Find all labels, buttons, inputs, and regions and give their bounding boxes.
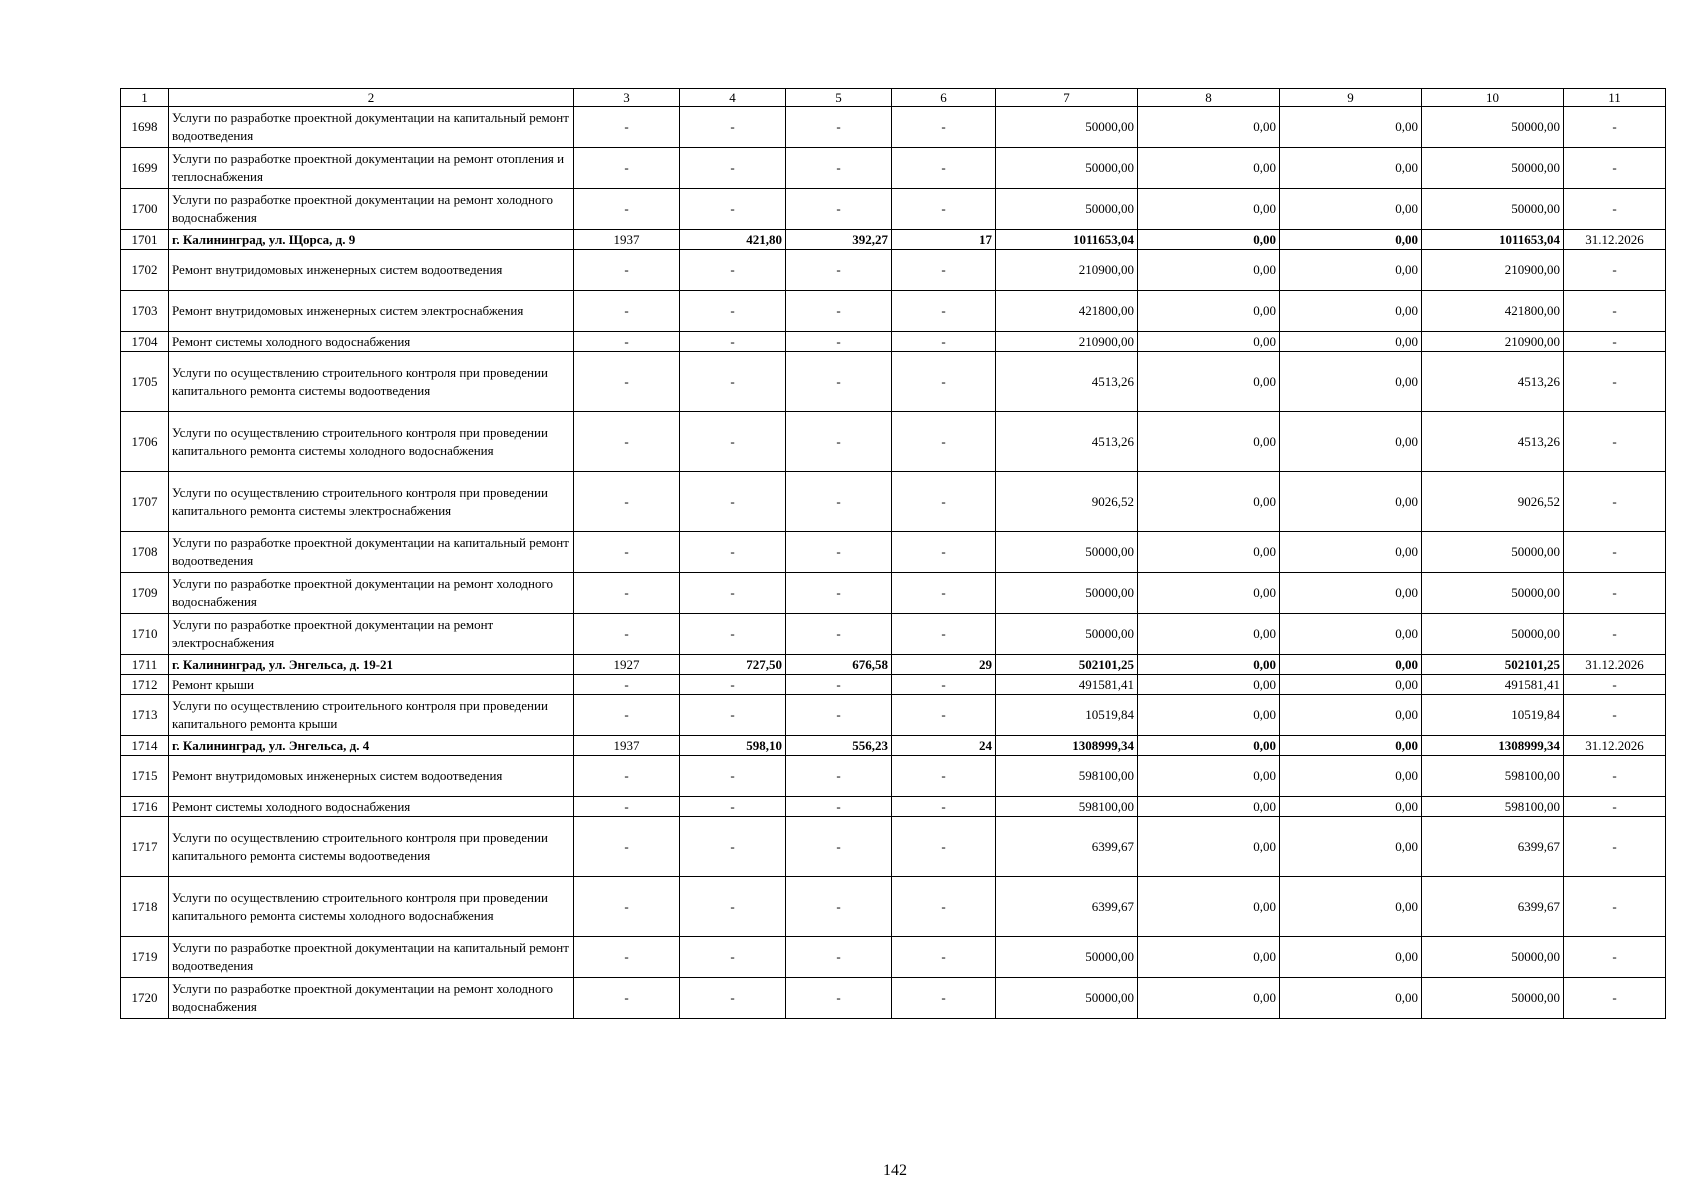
column-number-7: 7 [996, 89, 1138, 107]
completion-date-cell: - [1564, 189, 1666, 230]
work-name-cell: Ремонт системы холодного водоснабжения [169, 332, 574, 352]
total-cost-cell: 598100,00 [996, 756, 1138, 797]
total-area-cell: - [680, 189, 786, 230]
work-row [121, 352, 1666, 412]
row-number-cell: 1705 [121, 352, 169, 412]
year-built-cell: - [574, 877, 680, 937]
year-built-cell: - [574, 937, 680, 978]
total-cost-cell: 50000,00 [996, 532, 1138, 573]
total-cost-cell: 9026,52 [996, 472, 1138, 532]
column-number-6: 6 [892, 89, 996, 107]
local-funds-cell: 491581,41 [1422, 675, 1564, 695]
work-name-cell: Ремонт крыши [169, 675, 574, 695]
local-funds-cell: 50000,00 [1422, 189, 1564, 230]
completion-date-cell: - [1564, 291, 1666, 332]
living-area-cell: 392,27 [786, 230, 892, 250]
row-number-cell: 1718 [121, 877, 169, 937]
work-row [121, 675, 1666, 695]
regional-funds-cell: 0,00 [1280, 189, 1422, 230]
year-built-cell: - [574, 352, 680, 412]
year-built-cell: - [574, 817, 680, 877]
federal-funds-cell: 0,00 [1138, 877, 1280, 937]
column-number-8: 8 [1138, 89, 1280, 107]
living-area-cell: - [786, 472, 892, 532]
regional-funds-cell: 0,00 [1280, 352, 1422, 412]
total-area-cell: - [680, 412, 786, 472]
regional-funds-cell: 0,00 [1280, 797, 1422, 817]
total-cost-cell: 6399,67 [996, 877, 1138, 937]
year-built-cell: - [574, 148, 680, 189]
regional-funds-cell: 0,00 [1280, 877, 1422, 937]
living-area-cell: - [786, 291, 892, 332]
work-row [121, 250, 1666, 291]
total-cost-cell: 421800,00 [996, 291, 1138, 332]
completion-date-cell: - [1564, 797, 1666, 817]
federal-funds-cell: 0,00 [1138, 332, 1280, 352]
local-funds-cell: 210900,00 [1422, 250, 1564, 291]
federal-funds-cell: 0,00 [1138, 655, 1280, 675]
year-built-cell: - [574, 412, 680, 472]
regional-funds-cell: 0,00 [1280, 614, 1422, 655]
total-cost-cell: 50000,00 [996, 978, 1138, 1019]
federal-funds-cell: 0,00 [1138, 756, 1280, 797]
federal-funds-cell: 0,00 [1138, 230, 1280, 250]
year-built-cell: 1937 [574, 736, 680, 756]
row-number-cell: 1698 [121, 107, 169, 148]
federal-funds-cell: 0,00 [1138, 736, 1280, 756]
local-funds-cell: 50000,00 [1422, 532, 1564, 573]
local-funds-cell: 598100,00 [1422, 797, 1564, 817]
work-row [121, 291, 1666, 332]
completion-date-cell: - [1564, 695, 1666, 736]
column-number-9: 9 [1280, 89, 1422, 107]
completion-date-cell: - [1564, 573, 1666, 614]
row-number-cell: 1700 [121, 189, 169, 230]
work-name-cell: г. Калининград, ул. Энгельса, д. 4 [169, 736, 574, 756]
work-name-cell: Услуги по разработке проектной документации на ремонт электроснабжения [169, 614, 574, 655]
work-name-cell: Услуги по осуществлению строительного контроля при проведении капитального ремонта системы водоотведения [169, 352, 574, 412]
completion-date-cell: - [1564, 412, 1666, 472]
total-cost-cell: 10519,84 [996, 695, 1138, 736]
total-area-cell: 598,10 [680, 736, 786, 756]
local-funds-cell: 50000,00 [1422, 937, 1564, 978]
residents-cell: - [892, 332, 996, 352]
year-built-cell: - [574, 532, 680, 573]
work-name-cell: Ремонт внутридомовых инженерных систем электроснабжения [169, 291, 574, 332]
local-funds-cell: 598100,00 [1422, 756, 1564, 797]
regional-funds-cell: 0,00 [1280, 412, 1422, 472]
residents-cell: - [892, 352, 996, 412]
local-funds-cell: 502101,25 [1422, 655, 1564, 675]
residents-cell: - [892, 695, 996, 736]
completion-date-cell: - [1564, 756, 1666, 797]
work-row [121, 756, 1666, 797]
regional-funds-cell: 0,00 [1280, 291, 1422, 332]
residents-cell: - [892, 614, 996, 655]
year-built-cell: 1937 [574, 230, 680, 250]
residents-cell: - [892, 189, 996, 230]
total-area-cell: - [680, 573, 786, 614]
total-area-cell: - [680, 352, 786, 412]
local-funds-cell: 4513,26 [1422, 352, 1564, 412]
row-number-cell: 1714 [121, 736, 169, 756]
work-name-cell: Услуги по разработке проектной документации на капитальный ремонт водоотведения [169, 532, 574, 573]
total-cost-cell: 50000,00 [996, 937, 1138, 978]
regional-funds-cell: 0,00 [1280, 756, 1422, 797]
federal-funds-cell: 0,00 [1138, 695, 1280, 736]
work-row [121, 817, 1666, 877]
row-number-cell: 1715 [121, 756, 169, 797]
residents-cell: - [892, 291, 996, 332]
regional-funds-cell: 0,00 [1280, 472, 1422, 532]
residents-cell: - [892, 978, 996, 1019]
work-name-cell: Услуги по осуществлению строительного контроля при проведении капитального ремонта системы холодного водоснабжения [169, 877, 574, 937]
year-built-cell: - [574, 756, 680, 797]
work-row [121, 978, 1666, 1019]
row-number-cell: 1699 [121, 148, 169, 189]
residents-cell: - [892, 472, 996, 532]
federal-funds-cell: 0,00 [1138, 573, 1280, 614]
column-number-2: 2 [169, 89, 574, 107]
work-name-cell: Услуги по разработке проектной документации на ремонт холодного водоснабжения [169, 189, 574, 230]
address-row [121, 655, 1666, 675]
total-cost-cell: 6399,67 [996, 817, 1138, 877]
living-area-cell: - [786, 937, 892, 978]
living-area-cell: - [786, 107, 892, 148]
work-row [121, 695, 1666, 736]
regional-funds-cell: 0,00 [1280, 532, 1422, 573]
work-row [121, 797, 1666, 817]
row-number-cell: 1711 [121, 655, 169, 675]
completion-date-cell: - [1564, 352, 1666, 412]
completion-date-cell: 31.12.2026 [1564, 736, 1666, 756]
total-area-cell: 727,50 [680, 655, 786, 675]
total-area-cell: - [680, 978, 786, 1019]
row-number-cell: 1712 [121, 675, 169, 695]
total-cost-cell: 50000,00 [996, 189, 1138, 230]
row-number-cell: 1710 [121, 614, 169, 655]
federal-funds-cell: 0,00 [1138, 532, 1280, 573]
completion-date-cell: - [1564, 148, 1666, 189]
living-area-cell: - [786, 877, 892, 937]
year-built-cell: - [574, 107, 680, 148]
regional-funds-cell: 0,00 [1280, 230, 1422, 250]
completion-date-cell: 31.12.2026 [1564, 230, 1666, 250]
year-built-cell: - [574, 573, 680, 614]
column-number-3: 3 [574, 89, 680, 107]
federal-funds-cell: 0,00 [1138, 614, 1280, 655]
local-funds-cell: 10519,84 [1422, 695, 1564, 736]
federal-funds-cell: 0,00 [1138, 675, 1280, 695]
year-built-cell: - [574, 978, 680, 1019]
residents-cell: 24 [892, 736, 996, 756]
living-area-cell: 676,58 [786, 655, 892, 675]
living-area-cell: - [786, 797, 892, 817]
work-row [121, 412, 1666, 472]
completion-date-cell: - [1564, 250, 1666, 291]
completion-date-cell: - [1564, 107, 1666, 148]
residents-cell: - [892, 148, 996, 189]
total-cost-cell: 50000,00 [996, 148, 1138, 189]
living-area-cell: - [786, 250, 892, 291]
total-cost-cell: 598100,00 [996, 797, 1138, 817]
living-area-cell: - [786, 532, 892, 573]
living-area-cell: - [786, 695, 892, 736]
work-name-cell: Услуги по осуществлению строительного контроля при проведении капитального ремонта крыши [169, 695, 574, 736]
year-built-cell: - [574, 332, 680, 352]
living-area-cell: - [786, 817, 892, 877]
local-funds-cell: 6399,67 [1422, 877, 1564, 937]
total-area-cell: - [680, 148, 786, 189]
total-area-cell: - [680, 695, 786, 736]
row-number-cell: 1706 [121, 412, 169, 472]
regional-funds-cell: 0,00 [1280, 736, 1422, 756]
regional-funds-cell: 0,00 [1280, 655, 1422, 675]
regional-funds-cell: 0,00 [1280, 332, 1422, 352]
residents-cell: 17 [892, 230, 996, 250]
total-cost-cell: 50000,00 [996, 107, 1138, 148]
year-built-cell: - [574, 797, 680, 817]
table-body [121, 107, 1666, 1019]
work-name-cell: Услуги по осуществлению строительного контроля при проведении капитального ремонта системы водоотведения [169, 817, 574, 877]
completion-date-cell: - [1564, 877, 1666, 937]
regional-funds-cell: 0,00 [1280, 148, 1422, 189]
row-number-cell: 1709 [121, 573, 169, 614]
row-number-cell: 1702 [121, 250, 169, 291]
row-number-cell: 1708 [121, 532, 169, 573]
residents-cell: - [892, 250, 996, 291]
row-number-cell: 1707 [121, 472, 169, 532]
federal-funds-cell: 0,00 [1138, 978, 1280, 1019]
works-table [120, 88, 1666, 1019]
residents-cell: - [892, 877, 996, 937]
column-number-4: 4 [680, 89, 786, 107]
row-number-cell: 1716 [121, 797, 169, 817]
total-cost-cell: 50000,00 [996, 614, 1138, 655]
completion-date-cell: - [1564, 614, 1666, 655]
work-name-cell: Услуги по разработке проектной документации на капитальный ремонт водоотведения [169, 107, 574, 148]
total-cost-cell: 1308999,34 [996, 736, 1138, 756]
total-cost-cell: 491581,41 [996, 675, 1138, 695]
local-funds-cell: 50000,00 [1422, 978, 1564, 1019]
work-name-cell: Ремонт системы холодного водоснабжения [169, 797, 574, 817]
residents-cell: - [892, 817, 996, 877]
total-area-cell: 421,80 [680, 230, 786, 250]
residents-cell: - [892, 756, 996, 797]
local-funds-cell: 50000,00 [1422, 573, 1564, 614]
work-name-cell: Ремонт внутридомовых инженерных систем водоотведения [169, 756, 574, 797]
living-area-cell: - [786, 614, 892, 655]
total-area-cell: - [680, 675, 786, 695]
residents-cell: - [892, 937, 996, 978]
federal-funds-cell: 0,00 [1138, 412, 1280, 472]
year-built-cell: - [574, 472, 680, 532]
regional-funds-cell: 0,00 [1280, 695, 1422, 736]
local-funds-cell: 50000,00 [1422, 614, 1564, 655]
work-name-cell: Услуги по осуществлению строительного контроля при проведении капитального ремонта системы электроснабжения [169, 472, 574, 532]
work-name-cell: Услуги по разработке проектной документации на ремонт холодного водоснабжения [169, 573, 574, 614]
work-row [121, 472, 1666, 532]
row-number-cell: 1720 [121, 978, 169, 1019]
row-number-cell: 1719 [121, 937, 169, 978]
living-area-cell: - [786, 148, 892, 189]
federal-funds-cell: 0,00 [1138, 189, 1280, 230]
residents-cell: - [892, 532, 996, 573]
local-funds-cell: 50000,00 [1422, 148, 1564, 189]
federal-funds-cell: 0,00 [1138, 817, 1280, 877]
column-number-10: 10 [1422, 89, 1564, 107]
regional-funds-cell: 0,00 [1280, 107, 1422, 148]
work-name-cell: Услуги по разработке проектной документации на ремонт холодного водоснабжения [169, 978, 574, 1019]
living-area-cell: - [786, 675, 892, 695]
year-built-cell: - [574, 250, 680, 291]
completion-date-cell: - [1564, 675, 1666, 695]
work-name-cell: г. Калининград, ул. Щорса, д. 9 [169, 230, 574, 250]
residents-cell: 29 [892, 655, 996, 675]
regional-funds-cell: 0,00 [1280, 675, 1422, 695]
work-row [121, 148, 1666, 189]
work-row [121, 877, 1666, 937]
total-area-cell: - [680, 614, 786, 655]
total-cost-cell: 210900,00 [996, 332, 1138, 352]
residents-cell: - [892, 573, 996, 614]
total-cost-cell: 502101,25 [996, 655, 1138, 675]
year-built-cell: - [574, 291, 680, 332]
total-area-cell: - [680, 937, 786, 978]
year-built-cell: - [574, 695, 680, 736]
total-area-cell: - [680, 756, 786, 797]
living-area-cell: - [786, 573, 892, 614]
residents-cell: - [892, 107, 996, 148]
total-cost-cell: 4513,26 [996, 412, 1138, 472]
total-cost-cell: 1011653,04 [996, 230, 1138, 250]
local-funds-cell: 6399,67 [1422, 817, 1564, 877]
total-cost-cell: 210900,00 [996, 250, 1138, 291]
federal-funds-cell: 0,00 [1138, 250, 1280, 291]
page-number: 142 [883, 1162, 907, 1179]
work-name-cell: Услуги по осуществлению строительного контроля при проведении капитального ремонта системы холодного водоснабжения [169, 412, 574, 472]
living-area-cell: 556,23 [786, 736, 892, 756]
work-row [121, 614, 1666, 655]
federal-funds-cell: 0,00 [1138, 148, 1280, 189]
local-funds-cell: 4513,26 [1422, 412, 1564, 472]
row-number-cell: 1704 [121, 332, 169, 352]
address-row [121, 736, 1666, 756]
year-built-cell: - [574, 675, 680, 695]
local-funds-cell: 210900,00 [1422, 332, 1564, 352]
local-funds-cell: 421800,00 [1422, 291, 1564, 332]
residents-cell: - [892, 675, 996, 695]
column-number-5: 5 [786, 89, 892, 107]
work-row [121, 107, 1666, 148]
total-area-cell: - [680, 817, 786, 877]
work-row [121, 332, 1666, 352]
regional-funds-cell: 0,00 [1280, 978, 1422, 1019]
work-row [121, 189, 1666, 230]
work-name-cell: Услуги по разработке проектной документации на капитальный ремонт водоотведения [169, 937, 574, 978]
work-name-cell: Ремонт внутридомовых инженерных систем водоотведения [169, 250, 574, 291]
living-area-cell: - [786, 412, 892, 472]
local-funds-cell: 9026,52 [1422, 472, 1564, 532]
federal-funds-cell: 0,00 [1138, 937, 1280, 978]
row-number-cell: 1703 [121, 291, 169, 332]
federal-funds-cell: 0,00 [1138, 291, 1280, 332]
address-row [121, 230, 1666, 250]
federal-funds-cell: 0,00 [1138, 472, 1280, 532]
completion-date-cell: - [1564, 937, 1666, 978]
residents-cell: - [892, 412, 996, 472]
total-area-cell: - [680, 291, 786, 332]
regional-funds-cell: 0,00 [1280, 573, 1422, 614]
residents-cell: - [892, 797, 996, 817]
living-area-cell: - [786, 978, 892, 1019]
living-area-cell: - [786, 756, 892, 797]
living-area-cell: - [786, 352, 892, 412]
work-name-cell: Услуги по разработке проектной документации на ремонт отопления и теплоснабжения [169, 148, 574, 189]
year-built-cell: - [574, 189, 680, 230]
work-row [121, 573, 1666, 614]
regional-funds-cell: 0,00 [1280, 250, 1422, 291]
total-cost-cell: 50000,00 [996, 573, 1138, 614]
work-row [121, 532, 1666, 573]
completion-date-cell: - [1564, 472, 1666, 532]
column-number-row [121, 89, 1666, 107]
local-funds-cell: 1011653,04 [1422, 230, 1564, 250]
completion-date-cell: - [1564, 978, 1666, 1019]
work-row [121, 937, 1666, 978]
work-name-cell: г. Калининград, ул. Энгельса, д. 19-21 [169, 655, 574, 675]
completion-date-cell: - [1564, 332, 1666, 352]
column-number-11: 11 [1564, 89, 1666, 107]
year-built-cell: 1927 [574, 655, 680, 675]
local-funds-cell: 50000,00 [1422, 107, 1564, 148]
year-built-cell: - [574, 614, 680, 655]
row-number-cell: 1701 [121, 230, 169, 250]
regional-funds-cell: 0,00 [1280, 817, 1422, 877]
row-number-cell: 1717 [121, 817, 169, 877]
local-funds-cell: 1308999,34 [1422, 736, 1564, 756]
federal-funds-cell: 0,00 [1138, 352, 1280, 412]
federal-funds-cell: 0,00 [1138, 797, 1280, 817]
federal-funds-cell: 0,00 [1138, 107, 1280, 148]
completion-date-cell: - [1564, 532, 1666, 573]
total-area-cell: - [680, 107, 786, 148]
total-cost-cell: 4513,26 [996, 352, 1138, 412]
completion-date-cell: 31.12.2026 [1564, 655, 1666, 675]
living-area-cell: - [786, 332, 892, 352]
total-area-cell: - [680, 472, 786, 532]
total-area-cell: - [680, 797, 786, 817]
row-number-cell: 1713 [121, 695, 169, 736]
living-area-cell: - [786, 189, 892, 230]
completion-date-cell: - [1564, 817, 1666, 877]
regional-funds-cell: 0,00 [1280, 937, 1422, 978]
total-area-cell: - [680, 877, 786, 937]
total-area-cell: - [680, 532, 786, 573]
total-area-cell: - [680, 250, 786, 291]
total-area-cell: - [680, 332, 786, 352]
column-number-1: 1 [121, 89, 169, 107]
